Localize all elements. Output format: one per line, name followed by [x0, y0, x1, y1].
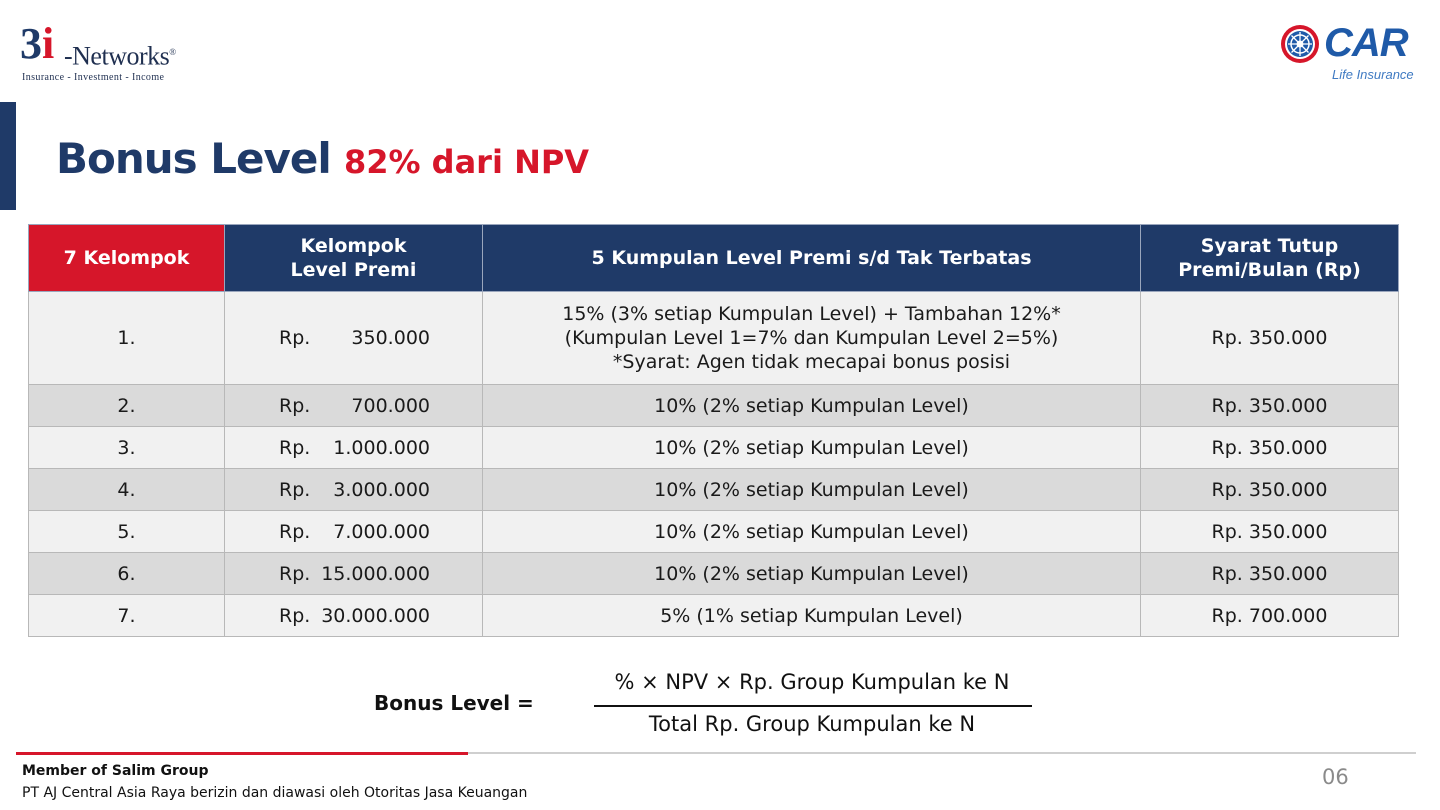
cell-level-premi: [225, 427, 483, 469]
formula-denominator: Total Rp. Group Kumpulan ke N: [648, 712, 976, 736]
cell-syarat: Rp. 350.000: [1141, 511, 1399, 553]
table-row: [29, 385, 1399, 427]
cell-kelompok: 1.: [29, 292, 225, 385]
table-row: [29, 553, 1399, 595]
cell-kumpulan-bonus: [483, 469, 1141, 511]
premi-prefix: Rp.: [279, 562, 311, 585]
col-header-level-premi: [225, 225, 483, 292]
cell-kumpulan-bonus: [483, 427, 1141, 469]
header-text: Level Premi: [290, 259, 417, 281]
cell-syarat: Rp. 350.000: [1141, 427, 1399, 469]
bonus-line: 10% (2% setiap Kumpulan Level): [654, 394, 969, 417]
car-brand-text: CAR: [1324, 21, 1408, 65]
premi-amount: 15.000.000: [321, 562, 430, 585]
premi-amount: 7.000.000: [333, 520, 430, 543]
car-emblem-icon: [1280, 24, 1320, 64]
cell-level-premi: [225, 292, 483, 385]
formula-fraction: [592, 668, 1032, 744]
premi-prefix: Rp.: [279, 604, 311, 627]
premi-amount: 30.000.000: [321, 604, 430, 627]
premi-prefix: Rp.: [279, 436, 311, 459]
premi-prefix: Rp.: [279, 478, 311, 501]
car-sub-text: Life Insurance: [1332, 67, 1414, 82]
footer-divider-accent: [16, 752, 468, 755]
bonus-line: *Syarat: Agen tidak mecapai bonus posisi: [612, 351, 1011, 373]
table-row: [29, 469, 1399, 511]
car-life-insurance-logo: [1268, 22, 1428, 84]
title-main: Bonus Level: [56, 134, 331, 183]
header-text: 7 Kelompok: [63, 247, 190, 269]
table-row: [29, 427, 1399, 469]
formula-numerator: % × NPV × Rp. Group Kumpulan ke N: [614, 670, 1010, 694]
3i-networks-logo: [20, 19, 200, 84]
table-row: [29, 511, 1399, 553]
cell-syarat: Rp. 350.000: [1141, 385, 1399, 427]
table-header-row: [29, 225, 1399, 292]
bonus-line: 5% (1% setiap Kumpulan Level): [660, 604, 963, 627]
cell-kelompok: 2.: [29, 385, 225, 427]
logo-tagline: Insurance - Investment - Income: [22, 72, 165, 83]
cell-level-premi: [225, 469, 483, 511]
cell-level-premi: [225, 511, 483, 553]
cell-kumpulan-bonus: [483, 385, 1141, 427]
cell-kelompok: 5.: [29, 511, 225, 553]
cell-kumpulan-bonus: [483, 595, 1141, 637]
title-accent-bar: [0, 102, 16, 210]
bonus-line: 10% (2% setiap Kumpulan Level): [654, 436, 969, 459]
premi-prefix: Rp.: [279, 327, 311, 349]
table-row: [29, 292, 1399, 385]
premi-amount: 700.000: [351, 394, 430, 417]
cell-syarat: Rp. 350.000: [1141, 553, 1399, 595]
header-text: Premi/Bulan (Rp): [1178, 259, 1361, 281]
cell-kelompok: 7.: [29, 595, 225, 637]
bonus-line: (Kumpulan Level 1=7% dan Kumpulan Level 2=5%): [564, 327, 1059, 349]
page-number: 06: [1322, 765, 1349, 789]
cell-level-premi: [225, 553, 483, 595]
cell-level-premi: [225, 595, 483, 637]
fraction-line: [594, 705, 1032, 707]
bonus-line: 10% (2% setiap Kumpulan Level): [654, 520, 969, 543]
premi-prefix: Rp.: [279, 394, 311, 417]
cell-syarat: Rp. 350.000: [1141, 469, 1399, 511]
cell-kumpulan-bonus: [483, 292, 1141, 385]
header-text: Kelompok: [300, 235, 407, 257]
premi-amount: 3.000.000: [333, 478, 430, 501]
title-accent: 82% dari NPV: [343, 143, 590, 181]
premi-prefix: Rp.: [279, 520, 311, 543]
cell-kumpulan-bonus: [483, 553, 1141, 595]
bonus-line: 10% (2% setiap Kumpulan Level): [654, 562, 969, 585]
bonus-line: 10% (2% setiap Kumpulan Level): [654, 478, 969, 501]
logo-mark: 3i: [20, 19, 55, 68]
logo-name: -Networks®: [64, 41, 176, 71]
footer-member-text: Member of Salim Group: [22, 763, 209, 779]
col-header-kelompok: [29, 225, 225, 292]
page-title: [56, 134, 589, 183]
col-header-syarat: [1141, 225, 1399, 292]
cell-level-premi: [225, 385, 483, 427]
cell-syarat: Rp. 350.000: [1141, 292, 1399, 385]
bonus-level-table: [28, 224, 1399, 637]
cell-kelompok: 3.: [29, 427, 225, 469]
footer-ojk-text: PT AJ Central Asia Raya berizin dan diawasi oleh Otoritas Jasa Keuangan: [22, 785, 528, 801]
header-text: 5 Kumpulan Level Premi s/d Tak Terbatas: [591, 247, 1032, 269]
bonus-line: 15% (3% setiap Kumpulan Level) + Tambahan 12%*: [562, 303, 1061, 325]
cell-kumpulan-bonus: [483, 511, 1141, 553]
cell-syarat: Rp. 700.000: [1141, 595, 1399, 637]
cell-kelompok: 4.: [29, 469, 225, 511]
premi-amount: 350.000: [351, 327, 430, 349]
table-row: [29, 595, 1399, 637]
header-text: Syarat Tutup: [1200, 235, 1339, 257]
cell-kelompok: 6.: [29, 553, 225, 595]
col-header-kumpulan: [483, 225, 1141, 292]
formula-label: Bonus Level =: [374, 691, 534, 715]
premi-amount: 1.000.000: [333, 436, 430, 459]
